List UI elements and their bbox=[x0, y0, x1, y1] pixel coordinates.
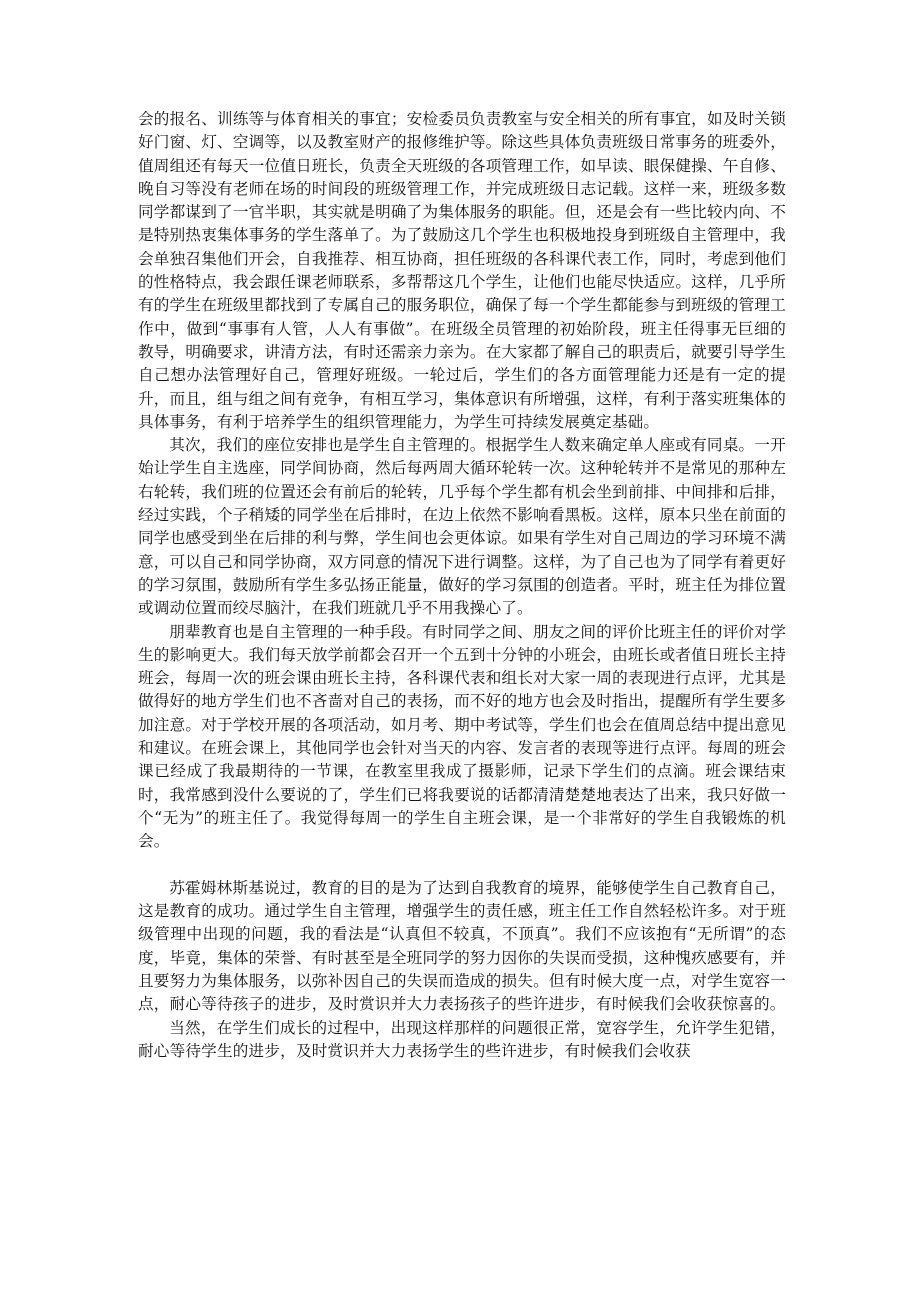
paragraph-sukhomlinsky: 苏霍姆林斯基说过，教育的目的是为了达到自我教育的境界，能够使学生自己教育自己，这是教育的成功。通过学生自主管理，增强学生的责任感，班主任工作自然轻松许多。对于班级管理中出现的问题，我的看法是“认真但不较真，不顶真”。我们不应该抱有“无所谓”的态度，毕竟，集体的荣誉、有时甚至是全班同学的努力因你的失误而受损，这种愧疚感要有，并且要努力为集体服务，以弥补因自己的失误而造成的损失。但有时候大度一点，对学生宽容一点，耐心等待孩子的进步，及时赏识并大力表扬孩子的些许进步，有时候我们会收获惊喜的。 bbox=[138, 878, 786, 1014]
document-page bbox=[138, 108, 786, 1063]
paragraph-peer-education: 朋辈教育也是自主管理的一种手段。有时同学之间、朋友之间的评价比班主任的评价对学生的影响更大。我们每天放学前都会召开一个五到十分钟的小班会，由班长或者值日班长主持班会，每周一次的班会课由班长主持，各科课代表和组长对大家一周的表现进行点评，尤其是做得好的地方学生们也不吝啬对自己的表扬，而不好的地方也会及时指出，提醒所有学生要多加注意。对于学校开展的各项活动，如月考、期中考试等，学生们也会在值周总结中提出意见和建议。在班会课上，其他同学也会针对当天的内容、发言者的表现等进行点评。每周的班会课已经成了我最期待的一节课，在教室里我成了摄影师，记录下学生们的点滴。班会课结束时，我常感到没什么要说的了，学生们已将我要说的话都清清楚楚地表达了出来，我只好做一个“无为”的班主任了。我觉得每周一的学生自主班会课，是一个非常好的学生自我锻炼的机会。 bbox=[138, 622, 786, 851]
paragraph-seating: 其次，我们的座位安排也是学生自主管理的。根据学生人数来确定单人座或有同桌。一开始让学生自主选座，同学间协商，然后每两周大循环轮转一次。这种轮转并不是常见的那种左右轮转，我们班的位置还会有前后的轮转，几乎每个学生都有机会坐到前排、中间排和后排，经过实践，个子稍矮的同学坐在后排时，在边上依然不影响看黑板。这样，原本只坐在前面的同学也感受到坐在后排的利与弊，学生间也会更体谅。如果有学生对自己周边的学习环境不满意，可以自己和同学协商，双方同意的情况下进行调整。这样，为了自己也为了同学有着更好的学习氛围，鼓励所有学生多弘扬正能量，做好的学习氛围的创造者。平时，班主任为排位置或调动位置而绞尽脑汁，在我们班就几乎不用我操心了。 bbox=[138, 436, 786, 618]
paragraph-conclusion: 当然，在学生们成长的过程中，出现这样那样的问题很正常，宽容学生，允许学生犯错，耐心等待学生的进步，及时赏识并大力表扬学生的些许进步，有时候我们会收获 bbox=[138, 1018, 786, 1060]
paragraph-class-committee: 会的报名、训练等与体育相关的事宜；安检委员负责教室与安全相关的所有事宜，如及时关锁好门窗、灯、空调等，以及教室财产的报修维护等。除这些具体负责班级日常事务的班委外，值周组还有每天一位值日班长，负责全天班级的各项管理工作，如早读、眼保健操、午自修、晚自习等没有老师在场的时间段的班级管理工作，并完成班级日志记载。这样一来，班级多数同学都谋到了一官半职，其实就是明确了为集体服务的职能。但，还是会有一些比较内向、不是特别热衷集体事务的学生落单了。为了鼓励这几个学生也积极地投身到班级自主管理中，我会单独召集他们开会，自我推荐、相互协商，担任班级的各科课代表工作，同时，考虑到他们的性格特点，我会跟任课老师联系，多帮帮这几个学生，让他们也能尽快适应。这样，几乎所有的学生在班级里都找到了专属自己的服务职位，确保了每一个学生都能参与到班级的管理工作中，做到“事事有人管，人人有事做”。在班级全员管理的初始阶段，班主任得事无巨细的教导，明确要求，讲清方法，有时还需亲力亲为。在大家都了解自己的职责后，就要引导学生自己想办法管理好自己，管理好班级。一轮过后，学生们的各方面管理能力还是有一定的提升，而且，组与组之间有竞争，有相互学习，集体意识有所增强，这样，有利于落实班集体的具体事务，有利于培养学生的组织管理能力，为学生可持续发展奠定基础。 bbox=[138, 110, 786, 431]
paragraph-spacer bbox=[138, 854, 786, 877]
